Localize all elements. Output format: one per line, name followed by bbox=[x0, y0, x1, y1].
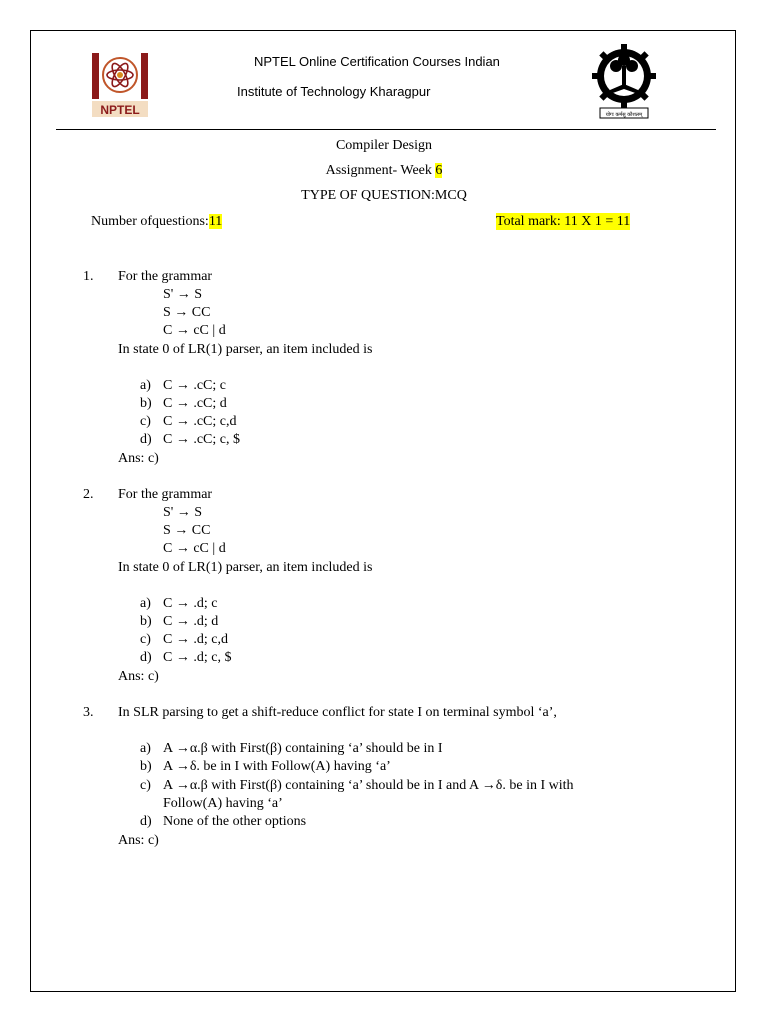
num-questions bbox=[91, 213, 222, 230]
answer: Ans: c) bbox=[118, 669, 159, 684]
option-text: C → .d; c,d bbox=[163, 632, 228, 647]
option-label: c) bbox=[140, 778, 151, 793]
option-label: d) bbox=[140, 650, 152, 665]
option-text: C → .cC; c, $ bbox=[163, 432, 240, 447]
option-text: C → .cC; d bbox=[163, 396, 227, 411]
option-text: C → .cC; c bbox=[163, 378, 226, 393]
header-line-1: NPTEL Online Certification Courses Indian bbox=[254, 54, 500, 69]
option-text: C → .d; c, $ bbox=[163, 650, 232, 665]
question-number: 2. bbox=[83, 487, 94, 502]
option-label: b) bbox=[140, 614, 152, 629]
grammar-rule: C → cC | d bbox=[163, 323, 226, 338]
num-questions-label: Number ofquestions: bbox=[91, 214, 209, 229]
option-text: C → .cC; c,d bbox=[163, 414, 237, 429]
option-text: C → .d; c bbox=[163, 596, 218, 611]
question-stem: For the grammar bbox=[118, 269, 213, 284]
total-mark: Total mark: 11 X 1 = 11 bbox=[496, 214, 631, 229]
grammar-rule: S → CC bbox=[163, 523, 211, 538]
answer: Ans: c) bbox=[118, 833, 159, 848]
option-text: A →α.β with First(β) containing ‘a’ should be in I bbox=[163, 741, 443, 756]
question-number: 1. bbox=[83, 269, 94, 284]
header-divider bbox=[56, 129, 716, 130]
course-title: Compiler Design bbox=[335, 138, 433, 153]
option-text-continued: Follow(A) having ‘a’ bbox=[163, 796, 283, 811]
option-label: c) bbox=[140, 632, 151, 647]
option-label: b) bbox=[140, 759, 152, 774]
num-questions-value: 11 bbox=[208, 214, 223, 229]
grammar-rule: S' → S bbox=[163, 287, 203, 302]
header-line-2: Institute of Technology Kharagpur bbox=[237, 84, 431, 99]
assignment-week bbox=[0, 163, 768, 179]
option-label: c) bbox=[140, 414, 151, 429]
grammar-rule: S → CC bbox=[163, 305, 211, 320]
question-prompt: In state 0 of LR(1) parser, an item included is bbox=[118, 560, 373, 575]
answer: Ans: c) bbox=[118, 451, 159, 466]
grammar-rule: S' → S bbox=[163, 505, 203, 520]
iit-kharagpur-logo bbox=[586, 42, 662, 122]
nptel-logo bbox=[88, 49, 152, 121]
option-label: b) bbox=[140, 396, 152, 411]
option-text: A →α.β with First(β) containing ‘a’ should be in I and A →δ. be in I with bbox=[163, 778, 574, 793]
week-number: 6 bbox=[435, 163, 443, 178]
iit-logo-motto: योगः कर्मसु कौशलम् bbox=[605, 112, 643, 118]
option-label: a) bbox=[140, 378, 151, 393]
question-prompt: In state 0 of LR(1) parser, an item included is bbox=[118, 342, 373, 357]
option-label: d) bbox=[140, 814, 152, 829]
question-type: TYPE OF QUESTION:MCQ bbox=[301, 188, 467, 203]
option-text: None of the other options bbox=[163, 814, 307, 829]
option-text: A →δ. be in I with Follow(A) having ‘a’ bbox=[163, 759, 391, 774]
question-stem: For the grammar bbox=[118, 487, 213, 502]
assignment-prefix: Assignment- Week bbox=[325, 163, 436, 178]
grammar-rule: C → cC | d bbox=[163, 541, 226, 556]
question-stem: In SLR parsing to get a shift-reduce conflict for state I on terminal symbol ‘a’, bbox=[118, 705, 557, 720]
nptel-logo-text: NPTEL bbox=[100, 103, 140, 117]
option-text: C → .d; d bbox=[163, 614, 219, 629]
option-label: d) bbox=[140, 432, 152, 447]
option-label: a) bbox=[140, 596, 151, 611]
option-label: a) bbox=[140, 741, 151, 756]
question-number: 3. bbox=[83, 705, 94, 720]
